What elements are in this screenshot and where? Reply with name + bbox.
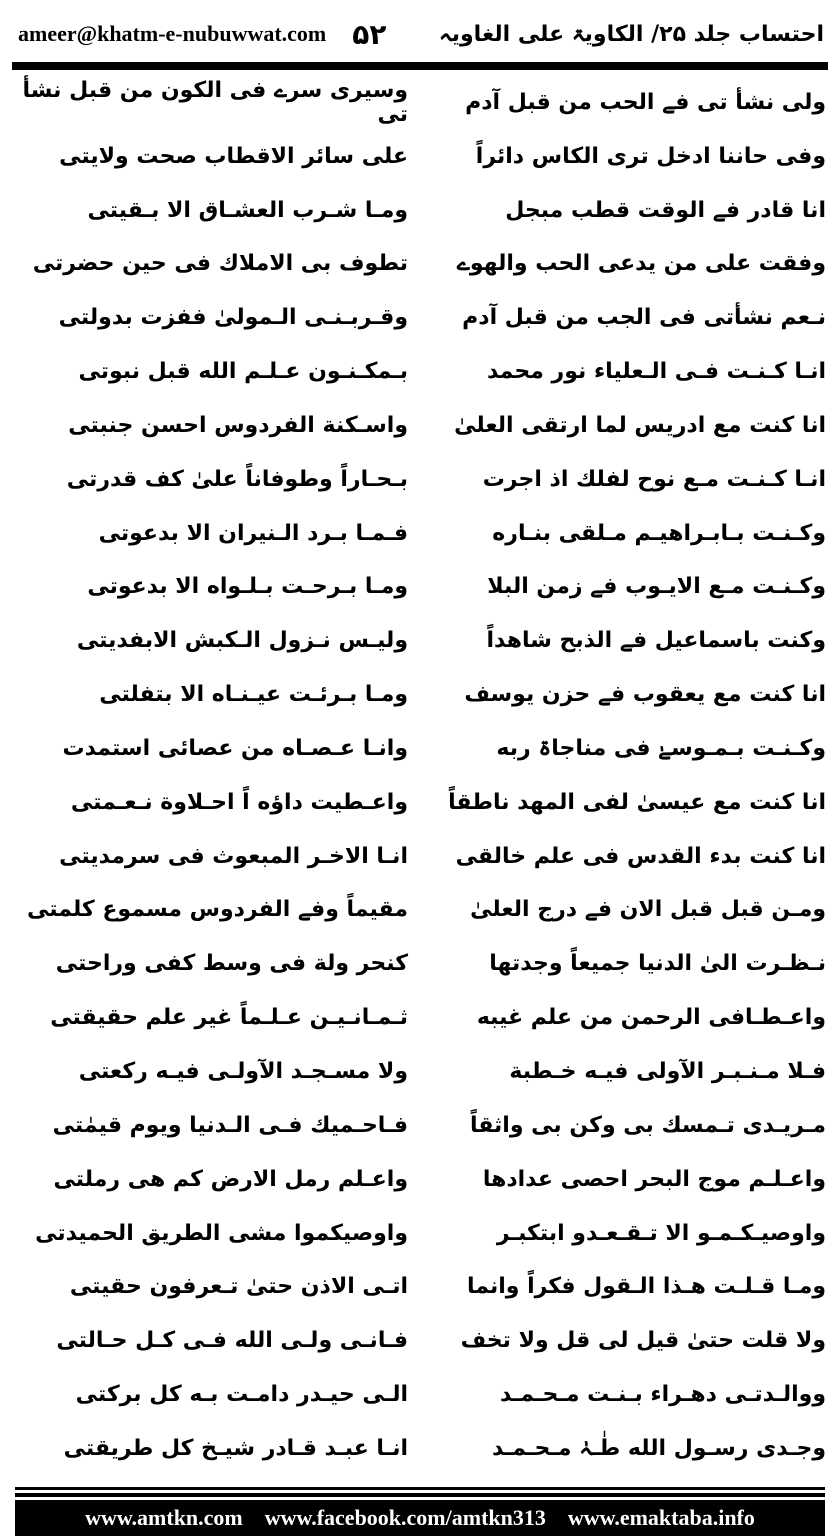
- verse-row: [10, 1153, 830, 1207]
- verse-row: [10, 561, 830, 615]
- verse-row: [10, 345, 830, 399]
- verse-first-hemistich: انا کنت مع عیسیٰ لفی المهد ناطقاً: [448, 789, 826, 815]
- verse-row: [10, 668, 830, 722]
- verse-row: [10, 453, 830, 507]
- verse-first-hemistich: وکنت باسماعیل فے الذبح شاھداً: [486, 628, 826, 654]
- footer-rule: [15, 1487, 825, 1490]
- footer-rule: [15, 1493, 825, 1497]
- verse-second-hemistich: تطوف بی الاملاك فی حین حضرتی: [32, 251, 408, 277]
- verse-row: [10, 722, 830, 776]
- footer-bar: [15, 1500, 825, 1536]
- verse-row: [10, 399, 830, 453]
- verse-first-hemistich: وکـنـت مـع الایـوب فے زمن البلا: [487, 574, 826, 600]
- verse-row: [10, 184, 830, 238]
- verse-first-hemistich: واعـطـافی الرحمن من علم غیبه: [476, 1005, 826, 1031]
- verse-first-hemistich: ولا قلت حتیٰ قیل لی قل ولا تخف: [460, 1328, 826, 1354]
- footer-link-facebook[interactable]: www.facebook.com/amtkn313: [264, 1505, 546, 1530]
- verse-row: [10, 76, 830, 130]
- footer-link-emaktaba[interactable]: www.emaktaba.info: [567, 1505, 755, 1530]
- verse-second-hemistich: بـمکـنـون عـلـم الله قبل نبوتی: [78, 359, 408, 385]
- book-title: احتساب جلد ۲۵/ الکاویۃ علی الغاویہ: [438, 21, 824, 47]
- verse-second-hemistich: ولیـس نـزول الـکبش الابفدیتی: [76, 628, 408, 654]
- verse-second-hemistich: کنحر ولة فی وسط کفی وراحتی: [55, 951, 408, 977]
- verse-second-hemistich: فـانـی ولـی الله فـی کـل حـالتی: [56, 1328, 408, 1354]
- verse-second-hemistich: وقـربـنـی الـمولیٰ ففزت بدولتی: [58, 305, 408, 331]
- page-number: ۵۲: [352, 17, 387, 51]
- verse-first-hemistich: انـا کـنـت مـع نوح لفلك اذ اجرت: [482, 466, 826, 492]
- verse-first-hemistich: ومـا قـلـت ھـذا الـقول فکراً وانما: [466, 1274, 826, 1300]
- verse-row: [10, 614, 830, 668]
- verse-second-hemistich: واعـلم رمل الارض کم ھی رملتی: [53, 1166, 408, 1192]
- verse-second-hemistich: واسـکنة الفردوس احسن جنبتی: [68, 412, 408, 438]
- verse-first-hemistich: واوصیـکـمـو الا تـقـعـدو ابتکبـر: [496, 1220, 826, 1246]
- verse-first-hemistich: انا کنت بدء القدس فی علم خالقی: [455, 843, 826, 869]
- header-rule: [12, 62, 828, 70]
- verse-second-hemistich: علی سائر الاقطاب صحت ولایتی: [59, 143, 408, 169]
- verse-row: [10, 238, 830, 292]
- verse-first-hemistich: نـظـرت الیٰ الدنیا جمیعاً وجدتھا: [489, 951, 826, 977]
- page-header: [12, 10, 828, 58]
- verse-row: [10, 938, 830, 992]
- verse-second-hemistich: ولا مسـجـد الآولـی فیـه رکعتی: [78, 1059, 408, 1085]
- verse-row: [10, 1422, 830, 1476]
- verse-row: [10, 130, 830, 184]
- verse-row: [10, 1261, 830, 1315]
- verse-second-hemistich: بـحـاراً وطوفاناً علیٰ کف قدرتی: [66, 466, 408, 492]
- verse-first-hemistich: وفقت علی من یدعی الحب والھوے: [456, 251, 826, 277]
- verse-first-hemistich: انا قادر فے الوقت قطب مبجل: [505, 197, 826, 223]
- poem: [10, 76, 830, 1476]
- verse-first-hemistich: فـلا مـنـبـر الآولی فیـه خـطبة: [509, 1059, 826, 1085]
- verse-first-hemistich: انا کنت مع یعقوب فے حزن یوسف: [464, 682, 826, 708]
- verse-row: [10, 776, 830, 830]
- verse-second-hemistich: ومـا بـرحـت بـلـواه الا بدعوتی: [87, 574, 408, 600]
- verse-second-hemistich: ومـا شـرب العشـاق الا بـقیتی: [87, 197, 408, 223]
- verse-row: [10, 1207, 830, 1261]
- verse-row: [10, 1368, 830, 1422]
- verse-first-hemistich: واعـلـم موج البحر احصی عدادھا: [482, 1166, 826, 1192]
- verse-second-hemistich: ومـا بـرئـت عیـنـاه الا بتفلتی: [99, 682, 408, 708]
- verse-first-hemistich: انـا کـنـت فـی الـعلیاء نور محمد: [486, 359, 826, 385]
- verse-second-hemistich: وسیری سرے فی الکون من قبل نشأ تی: [22, 77, 408, 127]
- verse-row: [10, 1045, 830, 1099]
- verse-second-hemistich: واعـطیت داؤه اً احـلاوة نـعـمتی: [70, 789, 408, 815]
- verse-first-hemistich: انا کنت مع ادریس لما ارتقی العلیٰ: [454, 412, 826, 438]
- verse-row: [10, 991, 830, 1045]
- verse-row: [10, 1314, 830, 1368]
- verse-second-hemistich: انـا عبـد قـادر شیـخ کل طریقتی: [63, 1435, 408, 1461]
- verse-first-hemistich: وجـدی رسـول الله طٰـہٰ مـحـمـد: [491, 1435, 826, 1461]
- verse-row: [10, 507, 830, 561]
- verse-row: [10, 291, 830, 345]
- verse-second-hemistich: مقیماً وفے الفردوس مسموع کلمتی: [26, 897, 408, 923]
- verse-second-hemistich: الـی حیـدر دامـت بـه کل برکتی: [75, 1382, 408, 1408]
- verse-row: [10, 884, 830, 938]
- header-email: ameer@khatm-e-nubuwwat.com: [18, 21, 327, 46]
- verse-first-hemistich: وکـنـت بـابـراھیـم مـلقی بنـاره: [492, 520, 826, 546]
- verse-row: [10, 830, 830, 884]
- verse-second-hemistich: واوصیکموا مشی الطریق الحمیدتی: [35, 1220, 408, 1246]
- verse-second-hemistich: وانـا عـصـاه من عصائی استمدت: [62, 735, 408, 761]
- verse-second-hemistich: فـاحـمیك فـی الـدنیا ویوم قیمٰتی: [52, 1112, 408, 1138]
- verse-second-hemistich: فـمـا بـرد الـنیران الا بدعوتی: [98, 520, 408, 546]
- verse-second-hemistich: انـا الاخـر المبعوث فی سرمدیتی: [59, 843, 408, 869]
- verse-first-hemistich: ولی نشأ تی فے الحب من قبل آدم: [465, 89, 826, 115]
- verse-first-hemistich: نـعم نشأتی فی الجب من قبل آدم: [462, 305, 826, 331]
- verse-first-hemistich: مـریـدی تـمسك بی وکن بی واثقاً: [469, 1112, 826, 1138]
- verse-second-hemistich: اتـی الاذن حتیٰ تـعرفون حقیتی: [69, 1274, 408, 1300]
- verse-first-hemistich: ومـن قبل قبل الان فے درج العلیٰ: [470, 897, 826, 923]
- verse-first-hemistich: وفی حاننا ادخل تری الکاس دائراً: [475, 143, 826, 169]
- footer-link-amtkn[interactable]: www.amtkn.com: [85, 1505, 243, 1530]
- verse-first-hemistich: ووالـدتـی دھـراء بـنـت مـحـمـد: [500, 1382, 826, 1408]
- verse-row: [10, 1099, 830, 1153]
- verse-first-hemistich: وکـنـت بـمـوسےٰ فی مناجاۃ ربه: [496, 735, 826, 761]
- verse-second-hemistich: ثـمـانـیـن عـلـماً غیر علم حقیقتی: [50, 1005, 408, 1031]
